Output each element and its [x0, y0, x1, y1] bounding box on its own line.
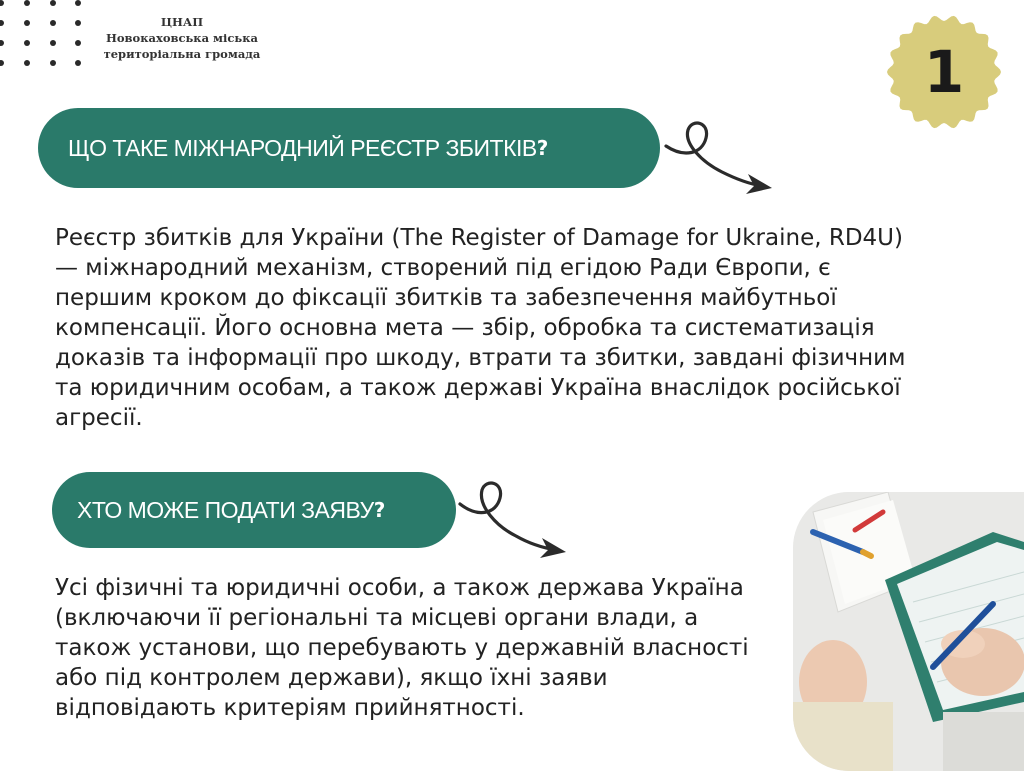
section2-heading: ХТО МОЖЕ ПОДАТИ ЗАЯВУ — [77, 496, 374, 523]
section1-line: — міжнародний механізм, створений під егідою Ради Європи, є — [55, 255, 831, 281]
section2-line: Усі фізичні та юридичні особи, а також держава Україна — [55, 575, 744, 601]
decorative-dot — [24, 60, 30, 66]
section1-line: агресії. — [55, 405, 143, 431]
section1-line: Реєстр збитків для України (The Register of Damage for Ukraine, RD4U) — [55, 225, 903, 251]
curly-arrow-icon — [456, 478, 570, 562]
section1-line: доказів та інформації про шкоду, втрати та збитки, завдані фізичним — [55, 345, 906, 371]
decorative-dot-grid — [0, 0, 90, 72]
section1-line: компенсації. Його основна мета — збір, обробка та систематизація — [55, 315, 875, 341]
org-line-1: ЦНАП — [160, 15, 204, 29]
section1-heading: ЩО ТАКЕ МІЖНАРОДНИЙ РЕЄСТР ЗБИТКІВ — [68, 134, 537, 161]
decorative-dot — [50, 60, 56, 66]
section1-line: та юридичним особам, а також державі Україна внаслідок російської — [55, 375, 901, 401]
section1-heading-mark: ? — [536, 136, 548, 160]
section2-line: або під контролем держави), якщо їхні заяви — [55, 665, 608, 691]
section2-heading-banner — [52, 472, 456, 548]
section2-paragraph — [55, 573, 749, 723]
decorative-dot — [50, 40, 56, 46]
writing-hands-illustration — [793, 492, 1024, 771]
organization-header — [92, 14, 272, 62]
page-number: 1 — [923, 38, 965, 106]
section2-line: також установи, що перебувають у державній власності — [55, 635, 749, 661]
decorative-dot — [0, 0, 4, 6]
decorative-dot — [75, 60, 81, 66]
decorative-dot — [75, 20, 81, 26]
illustration-photo-writing — [793, 492, 1024, 771]
decorative-dot — [24, 0, 30, 6]
decorative-dot — [24, 40, 30, 46]
section1-paragraph — [55, 223, 905, 433]
decorative-dot — [0, 40, 4, 46]
section2-line: відповідають критеріям прийнятності. — [55, 695, 525, 721]
section1-line: першим кроком до фіксації збитків та забезпечення майбутньої — [55, 285, 837, 311]
page-number-badge — [886, 14, 1002, 130]
decorative-dot — [50, 20, 56, 26]
org-line-3: територіальна громада — [103, 47, 261, 61]
decorative-dot — [24, 20, 30, 26]
org-line-2: Новокаховська міська — [106, 31, 258, 45]
section2-line: (включаючи її регіональні та місцеві органи влади, а — [55, 605, 699, 631]
decorative-dot — [50, 0, 56, 6]
section2-heading-mark: ? — [373, 498, 385, 522]
section1-heading-banner — [38, 108, 660, 188]
curly-arrow-icon — [662, 116, 776, 198]
decorative-dot — [0, 20, 4, 26]
decorative-dot — [75, 40, 81, 46]
decorative-dot — [75, 0, 81, 6]
decorative-dot — [0, 60, 4, 66]
